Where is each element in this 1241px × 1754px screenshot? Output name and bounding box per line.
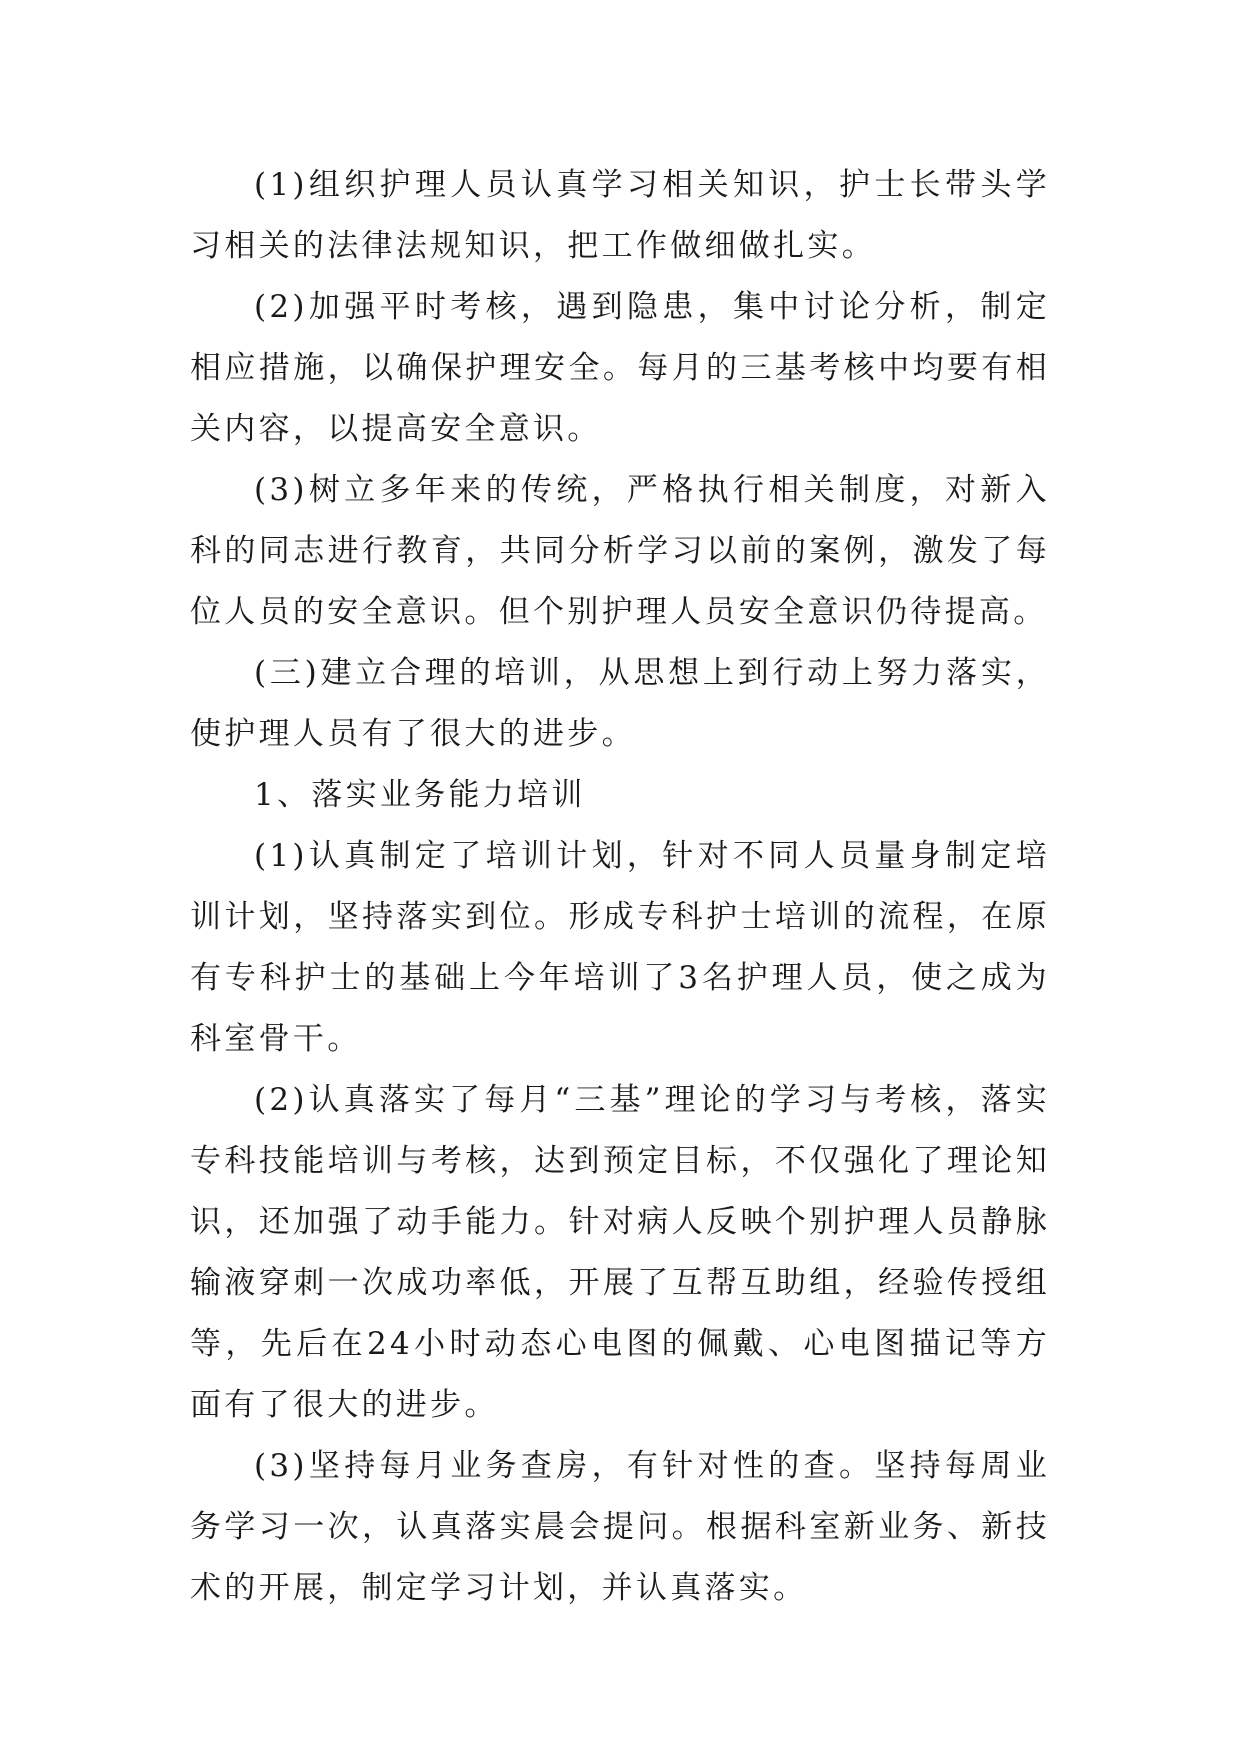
paragraph-1: (1)组织护理人员认真学习相关知识，护士长带头学习相关的法律法规知识，把工作做细做扎实。 xyxy=(190,167,1050,264)
section-heading-3: (三)建立合理的培训，从思想上到行动上努力落实，使护理人员有了很大的进步。 xyxy=(190,655,1050,752)
paragraph-2: (2)加强平时考核，遇到隐患，集中讨论分析，制定相应措施，以确保护理安全。每月的三基考核中均要有相关内容，以提高安全意识。 xyxy=(190,289,1050,447)
paragraph-4: (1)认真制定了培训计划，针对不同人员量身制定培训计划，坚持落实到位。形成专科护士培训的流程，在原有专科护士的基础上今年培训了3名护理人员，使之成为科室骨干。 xyxy=(190,838,1050,1057)
paragraph-3: (3)树立多年来的传统，严格执行相关制度，对新入科的同志进行教育，共同分析学习以前的案例，激发了每位人员的安全意识。但个别护理人员安全意识仍待提高。 xyxy=(190,472,1050,630)
document-body xyxy=(190,155,1050,1619)
subsection-heading-1: 1、落实业务能力培训 xyxy=(254,777,586,813)
paragraph-6: (3)坚持每月业务查房，有针对性的查。坚持每周业务学习一次，认真落实晨会提问。根据科室新业务、新技术的开展，制定学习计划，并认真落实。 xyxy=(190,1448,1050,1606)
paragraph-5: (2)认真落实了每月“三基”理论的学习与考核，落实专科技能培训与考核，达到预定目标，不仅强化了理论知识，还加强了动手能力。针对病人反映个别护理人员静脉输液穿刺一次成功率低，开展了互帮互助组，经验传授组等，先后在24小时动态心电图的佩戴、心电图描记等方面有了很大的进步。 xyxy=(190,1082,1050,1423)
